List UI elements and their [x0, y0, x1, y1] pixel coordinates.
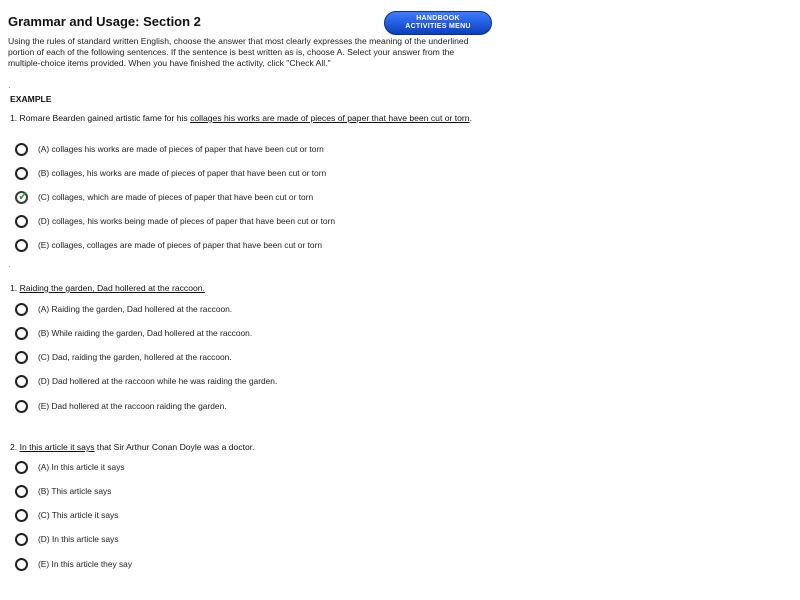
example-option-c[interactable] [15, 188, 313, 206]
option-label: (C) Dad, raiding the garden, hollered at the raccoon. [38, 352, 232, 362]
radio-button[interactable] [15, 351, 28, 364]
question-number: 1. [10, 283, 20, 293]
radio-button[interactable] [15, 400, 28, 413]
option-label: (D) Dad hollered at the raccoon while he was raiding the garden. [38, 376, 278, 386]
question-2 [10, 442, 486, 453]
checkmark-icon: ✓ [18, 188, 29, 203]
example-label: EXAMPLE [10, 94, 52, 104]
radio-button[interactable] [15, 303, 28, 316]
option-label: (E) Dad hollered at the raccoon raiding the garden. [38, 401, 227, 411]
q2-option-e[interactable] [15, 555, 132, 573]
instructions: Using the rules of standard written English, choose the answer that most clearly expresses the meaning of the underlined portion of each of the following sentences. If the sentence is best written as is, choose A. Select your answer from the multiple-choice items provided. When you have finished the activity, click "Check All." [8, 36, 469, 68]
q2-option-b[interactable] [15, 482, 111, 500]
q2-option-d[interactable] [15, 530, 119, 548]
radio-button[interactable] [15, 509, 28, 522]
radio-button[interactable] [15, 558, 28, 571]
option-label: (E) collages, collages are made of pieces of paper that have been cut or torn [38, 240, 322, 250]
radio-button[interactable] [15, 327, 28, 340]
radio-button[interactable] [15, 215, 28, 228]
radio-button[interactable] [15, 461, 28, 474]
example-question-suffix: . [469, 113, 472, 123]
q1-option-c[interactable] [15, 348, 232, 366]
radio-button[interactable] [15, 533, 28, 546]
option-label: (B) This article says [38, 486, 112, 496]
menu-button-line2: ACTIVITIES MENU [405, 23, 471, 30]
divider-dot: · [8, 83, 11, 92]
question-underlined: Raiding the garden, Dad hollered at the raccoon. [19, 283, 205, 293]
radio-button[interactable] [15, 143, 28, 156]
option-label: (C) This article it says [38, 510, 119, 520]
example-option-d[interactable] [15, 212, 335, 230]
divider-dot: · [8, 262, 11, 271]
question-number: 2. [10, 442, 20, 452]
q1-option-e[interactable] [15, 397, 227, 415]
example-question-underlined: collages his works are made of pieces of paper that have been cut or torn [190, 113, 470, 123]
question-underlined: In this article it says [19, 442, 95, 452]
option-label: (B) While raiding the garden, Dad hollered at the raccoon. [38, 328, 253, 338]
q1-option-b[interactable] [15, 324, 252, 342]
option-label: (A) In this article it says [38, 462, 125, 472]
q2-option-c[interactable] [15, 506, 118, 524]
handbook-activities-menu-button[interactable] [384, 11, 492, 35]
option-label: (B) collages, his works are made of pieces of paper that have been cut or torn [38, 168, 327, 178]
q1-option-d[interactable] [15, 372, 277, 390]
question-suffix: that Sir Arthur Conan Doyle was a doctor. [94, 442, 255, 452]
question-1 [10, 283, 486, 294]
option-label: (D) collages, his works being made of pieces of paper that have been cut or torn [38, 216, 336, 226]
radio-button[interactable] [15, 485, 28, 498]
radio-button[interactable] [15, 167, 28, 180]
menu-button-line1: HANDBOOK [416, 15, 460, 22]
radio-button[interactable] [15, 375, 28, 388]
option-label: (D) In this article says [38, 534, 119, 544]
example-question [10, 113, 486, 124]
example-question-prefix: 1. Romare Bearden gained artistic fame for his [10, 113, 191, 123]
option-label: (A) collages his works are made of pieces of paper that have been cut or torn [38, 144, 324, 154]
option-label: (A) Raiding the garden, Dad hollered at the raccoon. [38, 304, 233, 314]
option-label: (C) collages, which are made of pieces of paper that have been cut or torn [38, 192, 314, 202]
page-title: Grammar and Usage: Section 2 [8, 14, 201, 29]
example-option-a[interactable] [15, 140, 324, 158]
example-option-e[interactable] [15, 236, 322, 254]
q1-option-a[interactable] [15, 300, 232, 318]
example-option-b[interactable] [15, 164, 326, 182]
radio-button[interactable] [15, 239, 28, 252]
q2-option-a[interactable] [15, 458, 125, 476]
option-label: (E) In this article they say [38, 559, 133, 569]
radio-button-selected[interactable] [15, 188, 29, 204]
